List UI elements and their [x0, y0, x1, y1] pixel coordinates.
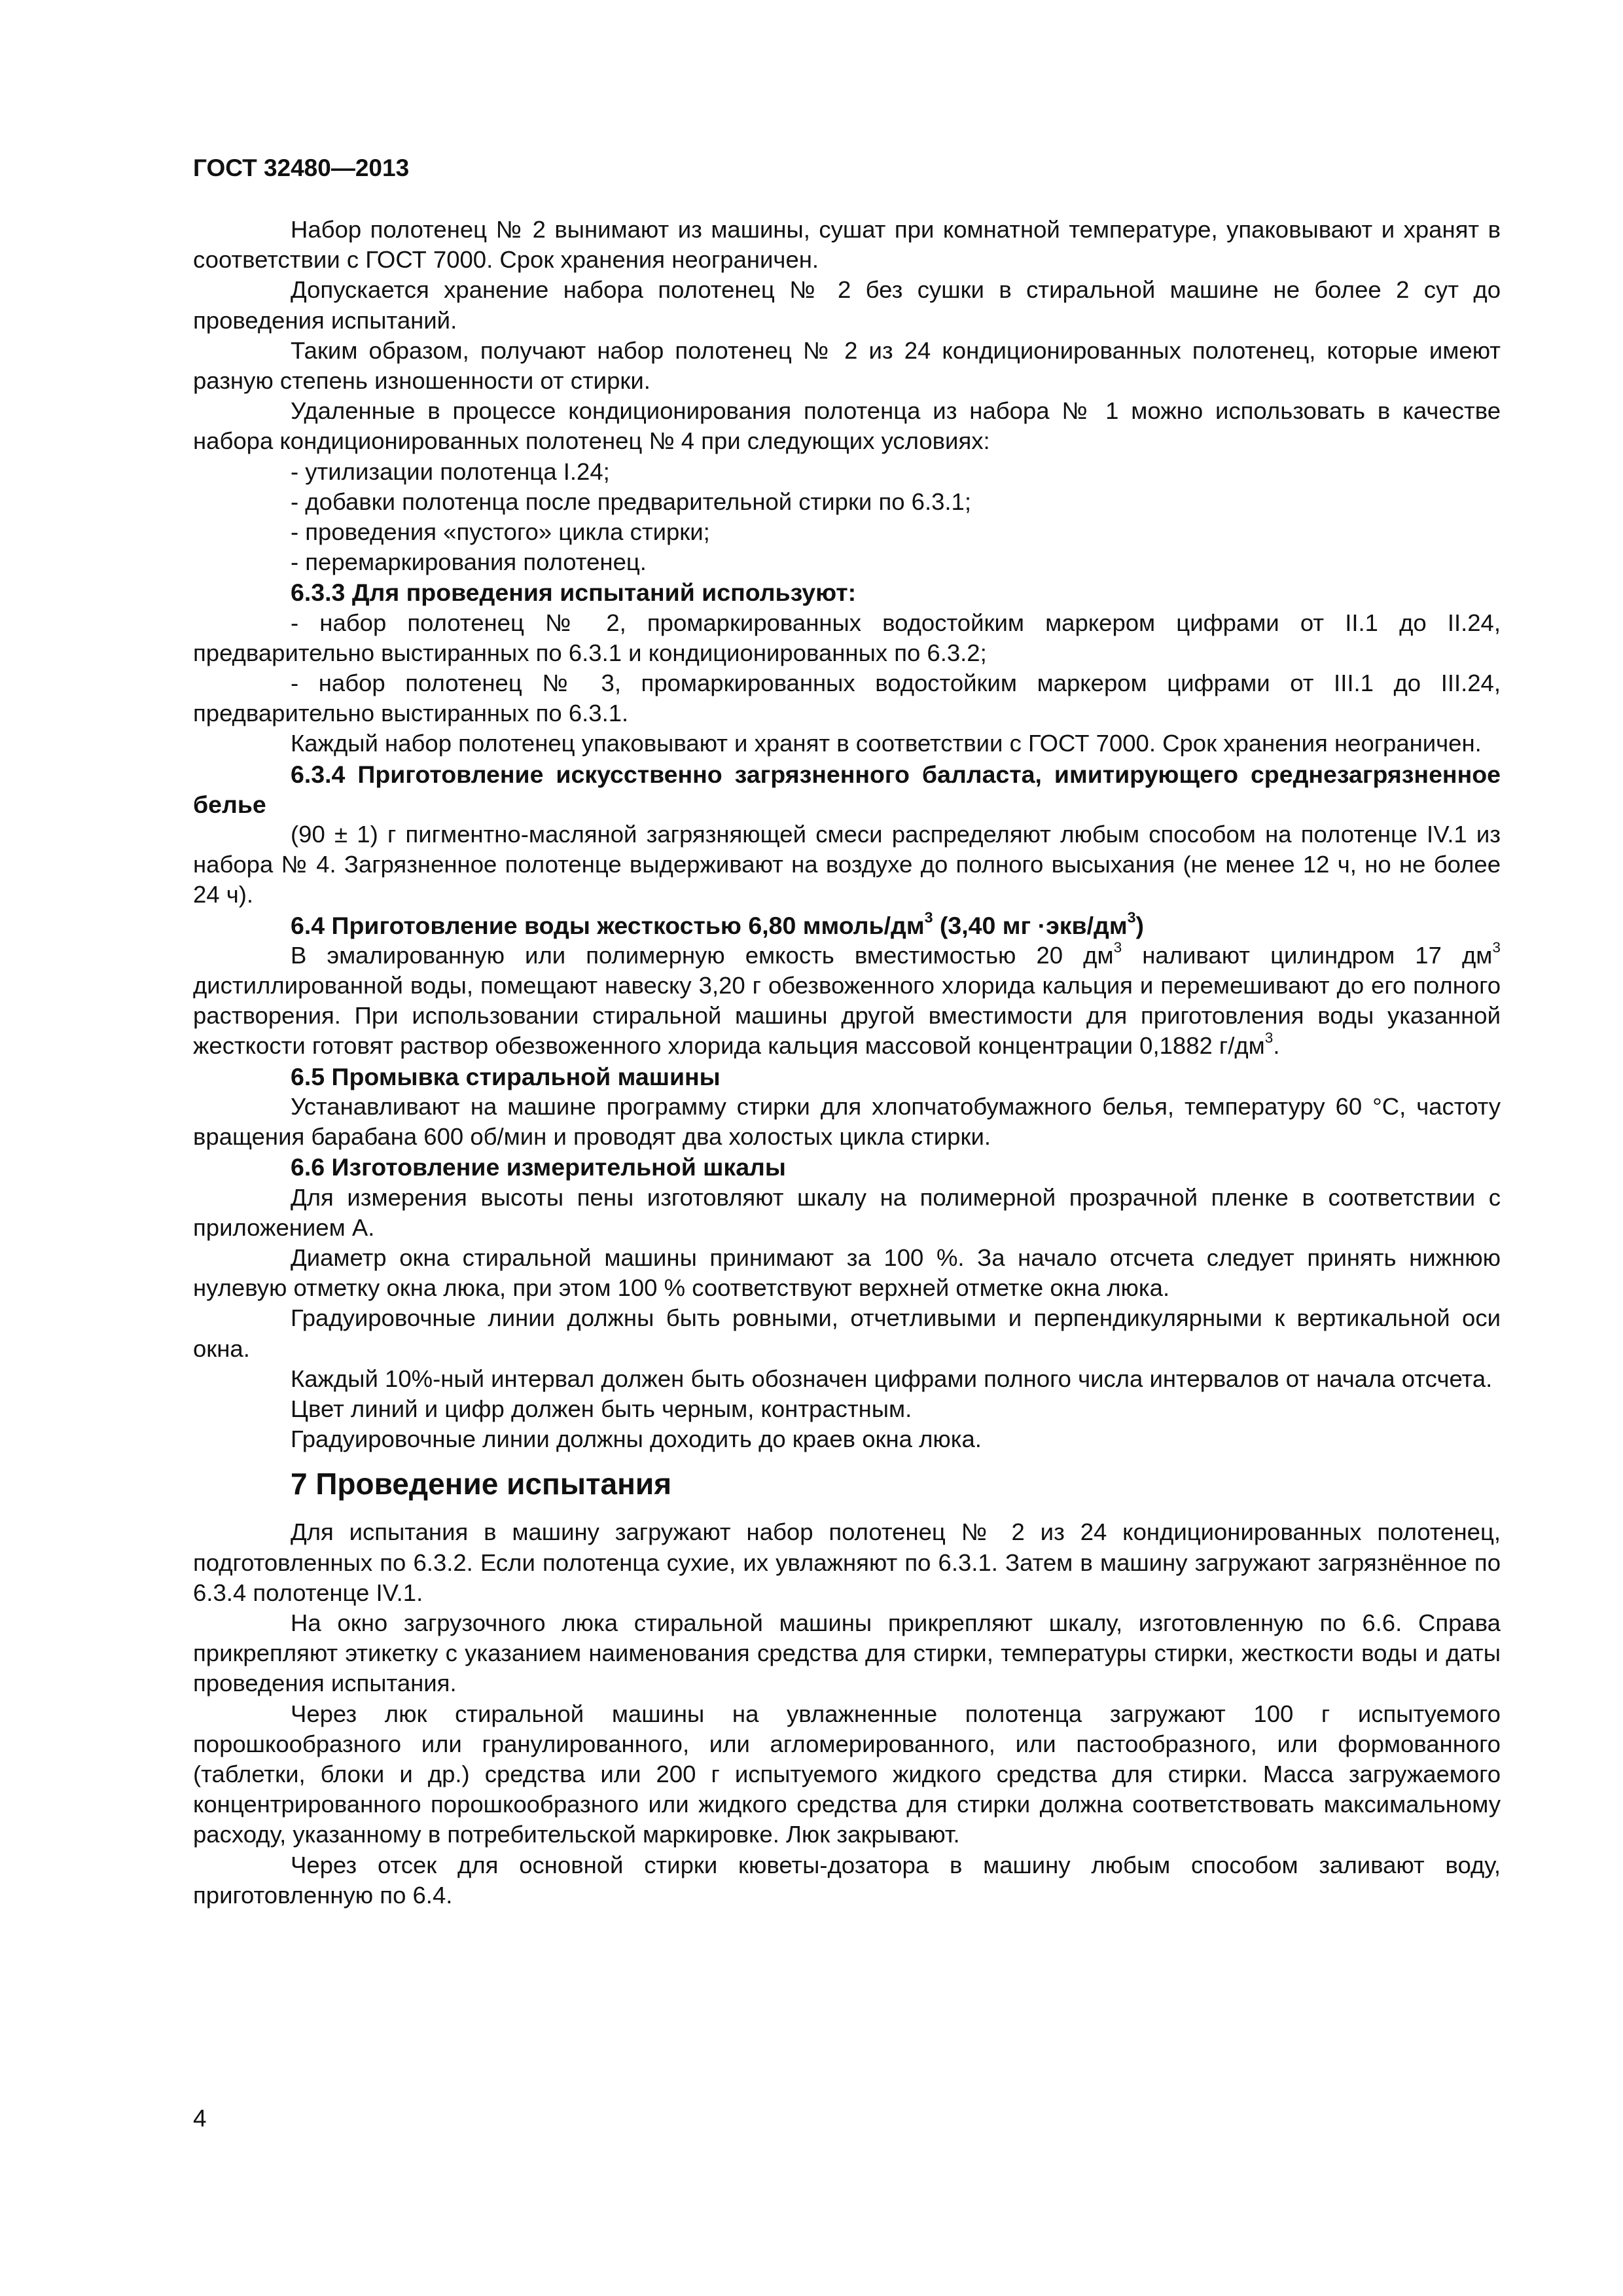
- list-item: - проведения «пустого» цикла стирки;: [291, 518, 710, 546]
- text-run: дистиллированной воды, помещают навеску 3,20 г обезвоженного хлорида кальция и перемешивают до его полного растворения. При использовании стиральной машины другой вместимости для приготовления воды указанной жесткости готовят раствор обезвоженного хлорида кальция массовой концентрации 0,1882 г/дм: [193, 972, 1501, 1060]
- superscript: 3: [1127, 908, 1136, 926]
- paragraph: Градуировочные линии должны доходить до краев окна люка.: [291, 1426, 982, 1453]
- section-heading-6-5: 6.5 Промывка стиральной машины: [291, 1062, 721, 1090]
- list-item: - набор полотенец № 3, промаркированных водостойким маркером цифрами от III.1 до III.24, предварительно выстиранных по 6.3.1.: [193, 670, 1501, 727]
- paragraph: Устанавливают на машине программу стирки для хлопчатобумажного белья, температуру 60 °С, частоту вращения барабана 600 об/мин и проводят два холостых цикла стирки.: [193, 1092, 1501, 1151]
- heading-text: (3,40 мг ·экв/дм: [933, 911, 1128, 939]
- list-item: - набор полотенец № 2, промаркированных водостойким маркером цифрами от II.1 до II.24, предварительно выстиранных по 6.3.1 и кондиционированных по 6.3.2;: [193, 609, 1501, 666]
- page-body: [193, 215, 1501, 1910]
- paragraph: (90 ± 1) г пигментно-масляной загрязняющей смеси распределяют любым способом на полотенце IV.1 из набора № 4. Загрязненное полотенце выдерживают на воздухе до полного высыхания (не менее 12 ч, но не более 24 ч).: [193, 821, 1501, 908]
- paragraph: Через отсек для основной стирки кюветы-дозатора в машину любым способом заливают воду, приготовленную по 6.4.: [193, 1851, 1501, 1909]
- paragraph: Для измерения высоты пены изготовляют шкалу на полимерной прозрачной пленке в соответствии с приложением А.: [193, 1183, 1501, 1241]
- page-number: 4: [193, 2105, 207, 2132]
- heading-text: 6.4 Приготовление воды жесткостью 6,80 ммоль/дм: [291, 911, 925, 939]
- paragraph: Таким образом, получают набор полотенец № 2 из 24 кондиционированных полотенец, которые имеют разную степень изношенности от стирки.: [193, 336, 1501, 395]
- paragraph: Допускается хранение набора полотенец № 2 без сушки в стиральной машине не более 2 сут до проведения испытаний.: [193, 276, 1501, 334]
- list-item: - перемаркирования полотенец.: [291, 548, 647, 576]
- text-run: В эмалированную или полимерную емкость вместимостью 20 дм: [291, 941, 1114, 969]
- paragraph: Для испытания в машину загружают набор полотенец № 2 из 24 кондиционированных полотенец, подготовленных по 6.3.2. Если полотенца сухие, их увлажняют по 6.3.1. Затем в машину загружают загрязнённое по 6.3.4 полотенце IV.1.: [193, 1518, 1501, 1606]
- paragraph: Градуировочные линии должны быть ровными, отчетливыми и перпендикулярными к вертикальной оси окна.: [193, 1304, 1501, 1362]
- text-run: наливают цилиндром 17 дм: [1122, 941, 1493, 969]
- paragraph: Через люк стиральной машины на увлажненные полотенца загружают 100 г испытуемого порошкообразного или гранулированного, или агломерированного, или пастообразного, или формованного (таблетки, блоки и др.) средства или 200 г испытуемого жидкого средства для стирки. Масса загружаемого концентрированного порошкообразного или жидкого средства для стирки должна соответствовать максимальному расходу, указанному в потребительской маркировке. Люк закрывают.: [193, 1700, 1501, 1848]
- section-heading-6-6: 6.6 Изготовление измерительной шкалы: [291, 1153, 786, 1181]
- superscript: 3: [1492, 939, 1501, 956]
- section-heading-7: 7 Проведение испытания: [291, 1467, 672, 1501]
- paragraph: Каждый 10%-ный интервал должен быть обозначен цифрами полного числа интервалов от начала отсчета.: [291, 1365, 1493, 1392]
- paragraph: На окно загрузочного люка стиральной машины прикрепляют шкалу, изготовленную по 6.6. Справа прикрепляют этикетку с указанием наименования средства для стирки, температуры стирки, жесткости воды и даты проведения испытания.: [193, 1609, 1501, 1697]
- section-heading-6-3-4: 6.3.4 Приготовление искусственно загрязненного балласта, имитирующего среднезагрязненное белье: [193, 760, 1501, 818]
- standard-header: ГОСТ 32480—2013: [193, 154, 410, 181]
- paragraph: Диаметр окна стиральной машины принимают за 100 %. За начало отсчета следует принять нижнюю нулевую отметку окна люка, при этом 100 % соответствуют верхней отметке окна люка.: [193, 1244, 1501, 1302]
- superscript: 3: [1113, 939, 1122, 956]
- paragraph: Каждый набор полотенец упаковывают и хранят в соответствии с ГОСТ 7000. Срок хранения неограничен.: [291, 730, 1482, 757]
- text-run: .: [1273, 1032, 1280, 1060]
- section-heading-6-3-3: 6.3.3 Для проведения испытаний используют:: [291, 579, 857, 607]
- paragraph: [193, 941, 1501, 1062]
- superscript: 3: [1264, 1030, 1274, 1047]
- section-heading-6-4: [193, 910, 1501, 941]
- heading-text: ): [1135, 911, 1145, 939]
- paragraph: Цвет линий и цифр должен быть черным, контрастным.: [291, 1395, 912, 1422]
- list-item: - добавки полотенца после предварительной стирки по 6.3.1;: [291, 488, 971, 515]
- paragraph: Удаленные в процессе кондиционирования полотенца из набора № 1 можно использовать в качестве набора кондиционированных полотенец № 4 при следующих условиях:: [193, 397, 1501, 455]
- list-item: - утилизации полотенца I.24;: [291, 457, 610, 485]
- superscript: 3: [924, 908, 933, 926]
- paragraph: Набор полотенец № 2 вынимают из машины, сушат при комнатной температуре, упаковывают и хранят в соответствии с ГОСТ 7000. Срок хранения неограничен.: [193, 216, 1501, 274]
